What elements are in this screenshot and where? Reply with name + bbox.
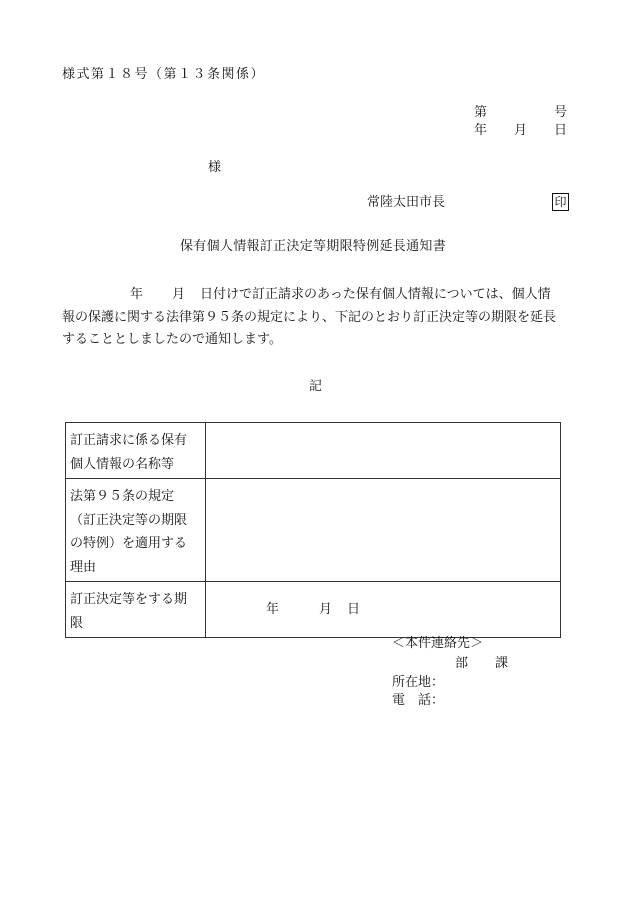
deadline-year: 年 [266,602,280,617]
table-row [66,479,561,582]
body-line-1 [62,284,582,307]
body-line-1-text: 日付けで訂正請求のあった保有個人情報については、個人情 [200,287,551,302]
deadline-day: 日 [347,602,361,617]
row-label-info-name: 訂正請求に係る保有 個人情報の名称等 [66,423,206,479]
issuer-name: 常陸太田市長 [367,195,446,210]
document-number-suffix: 号 [554,105,568,120]
document-number-prefix: 第 [474,105,488,120]
body-line-1-month: 月 [172,287,186,302]
date-month: 月 [514,123,528,138]
row-label-deadline: 訂正決定等をする期 限 [66,582,206,638]
row-value-info-name [206,423,561,479]
contact-phone: 電 話： [392,693,445,708]
contact-section-label: 課 [495,656,509,671]
row-value-deadline [206,582,561,638]
document-title: 保有個人情報訂正決定等期限特例延長通知書 [180,239,447,254]
table-row [66,582,561,638]
seal-mark: 印 [552,193,569,211]
form-number: 様式第１８号（第１３条関係） [62,67,266,82]
contact-department-label: 部 [455,656,469,671]
contact-heading: ＜本件連絡先＞ [392,636,484,651]
contact-location: 所在地： [392,675,445,690]
table-row [66,423,561,479]
addressee-honorific: 様 [208,160,222,175]
body-line-1-year: 年 [130,287,144,302]
date-year: 年 [474,123,488,138]
body-line-3: することとしましたので通知します。 [62,332,282,347]
date-day: 日 [554,123,568,138]
document-date [474,124,566,138]
row-value-reason [206,479,561,582]
deadline-month: 月 [319,602,333,617]
contact-department [455,657,509,671]
row-label-reason: 法第９５条の規定 （訂正決定等の期限 の特例）を適用する 理由 [66,479,206,582]
notice-body [62,284,582,352]
body-line-2: 報の保護に関する法律第９５条の規定により、下記のとおり訂正決定等の期限を延長 [62,309,557,325]
info-table [65,422,561,638]
ki-heading: 記 [309,379,323,394]
document-number [474,106,566,120]
